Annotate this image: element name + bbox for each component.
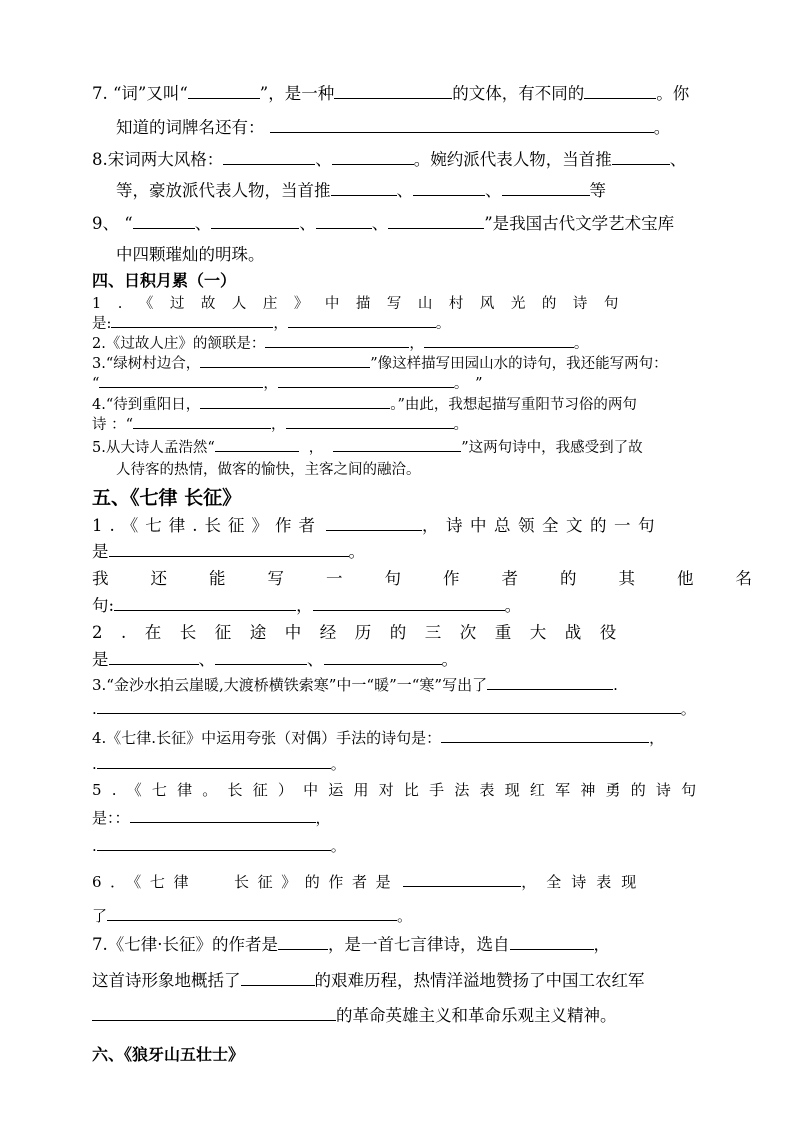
answer-blank[interactable] — [278, 372, 454, 388]
q7-line2-end: 。 — [653, 118, 671, 137]
s5-question-5-line3 — [92, 834, 704, 856]
s5-question-2-line2 — [92, 646, 704, 670]
q7-line2-text: 知道的词牌名还有： — [116, 118, 265, 137]
q7-text-3: 的文体，有不同的 — [452, 84, 585, 103]
s4-question-2 — [92, 332, 704, 353]
s4-q1-line2-text: 是: — [92, 316, 112, 333]
s4-question-4 — [92, 393, 704, 414]
s4-question-5-line2 — [116, 458, 704, 479]
s5-question-6 — [92, 870, 704, 892]
s5-question-5-line2 — [92, 806, 704, 828]
q9-text-2: ”是我国古代文学艺术宝库 — [484, 214, 675, 233]
s4-q1-text: 1.《过故人庄》中描写山村风光的诗句 — [92, 296, 635, 312]
s5-q5-comma: ， — [315, 808, 331, 827]
answer-blank[interactable] — [584, 81, 656, 99]
q7-text-2: ”，是一种 — [259, 84, 335, 103]
s5-q5-text: 5.《七律。长征）中运用对比手法表现红军神勇的诗句 — [92, 781, 707, 799]
s5-q7-line2-text-b: 的艰难历程，热情洋溢地赞扬了中国工农红军 — [314, 971, 645, 990]
s5-q2-text: 2.在长征途中经历的三次重大战役 — [92, 623, 635, 642]
s5-question-7-line3 — [92, 1002, 704, 1026]
answer-blank[interactable] — [97, 834, 331, 851]
s5-q2-line2-text: 是 — [92, 650, 109, 669]
s5-question-2 — [92, 619, 704, 643]
s5-q6-text: 6．《七律 长征》的作者是 — [92, 872, 400, 891]
s4-q2-comma: ， — [409, 336, 424, 353]
answer-blank[interactable] — [332, 147, 414, 165]
question-8-song — [92, 146, 704, 170]
answer-blank[interactable] — [612, 147, 670, 165]
s4-q2-period: 。 — [573, 336, 589, 353]
s4-q5-text: 5.从大诗人孟浩然“ — [92, 440, 215, 457]
answer-blank[interactable] — [111, 312, 273, 328]
answer-blank[interactable] — [487, 673, 613, 690]
answer-blank[interactable] — [133, 413, 271, 429]
answer-blank[interactable] — [413, 178, 485, 196]
s5-question-1-line4 — [92, 592, 704, 616]
s5-q2-period: 。 — [441, 650, 458, 669]
s4-question-1-line2 — [92, 312, 704, 333]
s5-q4-line2-dot: . — [92, 754, 97, 773]
answer-blank[interactable] — [270, 115, 654, 133]
s5-question-7 — [92, 931, 704, 955]
answer-blank[interactable] — [215, 647, 307, 665]
s5-q5-period: 。 — [330, 836, 346, 855]
s5-q1-text: 1.《七律.长征》作者 — [92, 516, 322, 535]
q8-sep: 、 — [669, 150, 687, 169]
answer-blank[interactable] — [200, 393, 390, 409]
q9-text-1: 9、 “ — [92, 214, 133, 233]
s5-q7-text-1: 7.《七律·长征》的作者是 — [92, 935, 278, 954]
s5-q5-line3-dot: . — [92, 836, 97, 855]
s5-q2-sep: 、 — [307, 650, 324, 669]
answer-blank[interactable] — [333, 436, 461, 452]
q9-sep: 、 — [371, 214, 389, 233]
s5-q4-period: 。 — [330, 754, 346, 773]
s4-q3-period: 。 — [453, 376, 462, 393]
s5-q7-line2-text-a: 这首诗形象地概括了 — [92, 971, 241, 990]
s5-q1-line2-text: 是 — [92, 542, 109, 561]
answer-blank[interactable] — [188, 81, 260, 99]
s4-question-5 — [92, 436, 704, 457]
answer-blank[interactable] — [316, 211, 372, 229]
s4-question-1 — [92, 292, 704, 313]
answer-blank[interactable] — [403, 870, 521, 887]
answer-blank[interactable] — [109, 539, 349, 557]
s5-question-4-line2 — [92, 752, 704, 774]
answer-blank[interactable] — [241, 968, 315, 986]
q8-line2-text: 等，豪放派代表人物，当首推 — [116, 181, 331, 200]
s5-question-7-line2 — [92, 967, 704, 991]
s5-q7-comma: ， — [593, 935, 610, 954]
s5-q3-dot: . — [613, 675, 618, 694]
answer-blank[interactable] — [215, 436, 299, 452]
s4-q4-tail: 。”由此，我想起描写重阳节习俗的两句 — [390, 397, 637, 414]
s5-q6-tail: ，全诗表现 — [521, 872, 647, 891]
s4-q2-text: 2.《过故人庄》的颔联是： — [92, 336, 266, 353]
s4-q5-line2-text: 人待客的热情，做客的愉快，主客之间的融洽。 — [116, 462, 421, 478]
answer-blank[interactable] — [331, 178, 397, 196]
s5-question-5 — [92, 779, 707, 800]
answer-blank[interactable] — [107, 904, 397, 921]
q8-text-1: 8.宋词两大风格： — [92, 150, 224, 169]
question-7-ci — [92, 80, 704, 104]
q8-sep: 、 — [315, 150, 332, 169]
s4-q3-text: 3.“绿树村边合， — [92, 356, 201, 373]
answer-blank[interactable] — [288, 312, 436, 328]
s4-q1-comma: ， — [273, 316, 288, 333]
s5-q3-text: 3.“金沙水拍云崖暖,大渡桥横铁索寒”中一“暖”一“寒”写出了 — [92, 675, 488, 694]
q7-text-4: 。你 — [656, 84, 690, 103]
s4-question-3-line2 — [92, 372, 704, 393]
answer-blank[interactable] — [265, 332, 409, 348]
s4-q3-close-quote: ” — [475, 376, 483, 393]
answer-blank[interactable] — [99, 372, 263, 388]
s4-q4-comma: ， — [271, 417, 286, 434]
q8-sep: 、 — [396, 181, 413, 200]
answer-blank[interactable] — [133, 211, 195, 229]
s5-q7-line3-text: 的革命英雄主义和革命乐观主义精神。 — [336, 1006, 617, 1025]
section-5-heading: 五、《七律 长征》 — [92, 487, 242, 509]
answer-blank[interactable] — [97, 697, 681, 714]
s5-q4-comma: ， — [649, 728, 665, 747]
answer-blank[interactable] — [441, 726, 649, 743]
q9-sep: 、 — [194, 214, 212, 233]
answer-blank[interactable] — [278, 932, 328, 950]
section-6-heading: 六、《狼牙山五壮士》 — [92, 1045, 245, 1064]
s5-q1-line3-text: 我还能写一句作者的其他名 — [92, 569, 794, 588]
s4-q4-period: 。 — [453, 417, 469, 434]
s5-q1-period: 。 — [348, 542, 365, 561]
s5-question-1-line2 — [92, 538, 704, 562]
s4-q4-line2-text: 诗 ：“ — [92, 417, 134, 434]
s5-q1-tail: ，诗中总领全文的一句 — [422, 516, 662, 535]
s5-q4-text: 4.《七律.长征》中运用夸张（对偶）手法的诗句是： — [92, 728, 442, 747]
s4-q3-open-quote: “ — [92, 376, 100, 393]
answer-blank[interactable] — [114, 593, 296, 611]
s5-q1-comma: ， — [296, 596, 313, 615]
s4-q1-period: 。 — [435, 316, 451, 333]
s4-question-4-line2 — [92, 413, 704, 434]
s5-question-1-line3 — [92, 565, 794, 589]
answer-blank[interactable] — [324, 647, 442, 665]
q9-line2-text: 中四颗璀灿的明珠。 — [116, 245, 265, 264]
question-8-line2 — [116, 177, 704, 201]
answer-blank[interactable] — [130, 806, 316, 823]
s5-q3-line2-dot: . — [92, 699, 97, 718]
s5-q6-period: 。 — [397, 906, 413, 925]
s5-question-3 — [92, 673, 704, 695]
s5-q5-line2-text: 是：： — [92, 808, 130, 827]
answer-blank[interactable] — [510, 932, 594, 950]
q8-sep: 、 — [485, 181, 502, 200]
answer-blank[interactable] — [424, 332, 574, 348]
answer-blank[interactable] — [334, 81, 452, 99]
answer-blank[interactable] — [388, 211, 484, 229]
answer-blank[interactable] — [200, 352, 370, 368]
s5-q3-period: 。 — [680, 699, 696, 718]
s4-q3-comma: ， — [263, 376, 278, 393]
s5-question-3-line2 — [92, 697, 704, 719]
answer-blank[interactable] — [326, 513, 422, 531]
s5-q2-sep: 、 — [198, 650, 215, 669]
s4-q3-tail: ”像这样描写田园山水的诗句，我还能写两句： — [370, 356, 668, 373]
answer-blank[interactable] — [97, 752, 331, 769]
s4-question-3 — [92, 352, 704, 373]
answer-blank[interactable] — [211, 211, 299, 229]
s5-q7-text-2: ，是一首七言律诗，选自 — [328, 935, 510, 954]
s5-q6-line2-text: 了 — [92, 906, 108, 925]
question-7-line2 — [116, 114, 704, 138]
s5-q1-line4-text: 句: — [92, 596, 115, 615]
s4-q4-text: 4.“待到重阳日， — [92, 397, 201, 414]
s4-q5-tail: ”这两句诗中，我感受到了故 — [461, 440, 643, 457]
answer-blank[interactable] — [502, 178, 590, 196]
question-9-line2 — [116, 241, 704, 265]
s5-question-6-line2 — [92, 904, 704, 926]
answer-blank[interactable] — [223, 147, 315, 165]
answer-blank[interactable] — [92, 1003, 336, 1021]
s5-question-1 — [92, 512, 704, 536]
q8-text-2: 。婉约派代表人物，当首推 — [413, 150, 612, 169]
s4-q5-comma: ， — [308, 440, 324, 457]
s5-q1-period-2: 。 — [504, 596, 522, 615]
q7-text-1: 7. “词”又叫“ — [92, 84, 188, 103]
answer-blank[interactable] — [286, 413, 454, 429]
section-4-heading: 四、日积月累（一） — [92, 271, 237, 290]
s5-question-4 — [92, 726, 704, 748]
question-9-four — [92, 210, 704, 234]
answer-blank[interactable] — [313, 593, 505, 611]
answer-blank[interactable] — [109, 647, 199, 665]
q9-sep: 、 — [299, 214, 316, 233]
q8-line2-end: 等 — [589, 181, 606, 200]
